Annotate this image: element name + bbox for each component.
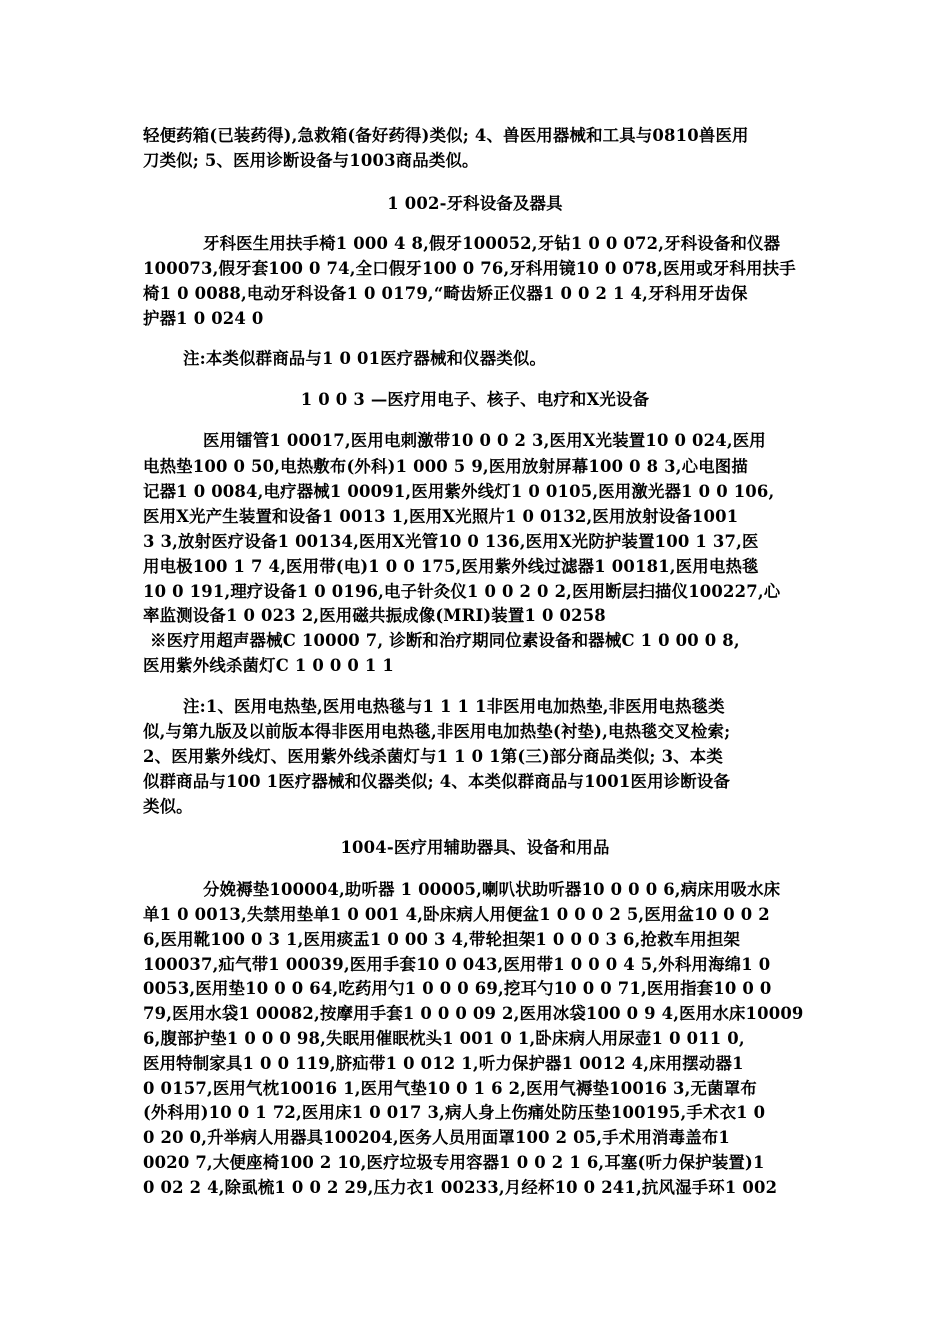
text-line: 类似。 [143,797,193,816]
text-line: 轻便药箱(已装药得),急救箱(备好药得)类似; 4、兽医用器械和工具与0810兽医用 [143,126,749,145]
text-line: 医用特制家具1 0 0 119,脐疝带1 0 012 1,听力保护器1 0012 4,床用摆动器1 [143,1054,744,1073]
text-line: (外科用)10 0 1 72,医用床1 0 017 3,病人身上伤痛处防压垫100195,手术衣1 0 [143,1103,766,1122]
note-line: 注:本类似群商品与1 0 01医疗器械和仪器类似。 [183,349,547,368]
text-line: 0 0157,医用气枕10016 1,医用气垫10 0 1 6 2,医用气褥垫10016 3,无菌罩布 [143,1079,757,1098]
text-line: 79,医用水袋1 00082,按摩用手套1 0 0 0 09 2,医用冰袋100 0 9 4,医用水床10009 [143,1004,804,1023]
text-line: 似,与第九版及以前版本得非医用电热毯,非医用电加热垫(衬垫),电热毯交叉检索; [143,722,731,741]
section-heading-1004: 1004-医疗用辅助器具、设备和用品 [340,838,610,857]
text-line: 0 02 2 4,除虱梳1 0 0 2 29,压力衣1 00233,月经杯10 0 241,抗风湿手环1 002 [143,1178,778,1197]
text-line: 牙科医生用扶手椅1 000 4 8,假牙100052,牙钻1 0 0 072,牙科设备和仪器 [203,234,781,253]
text-line: 护器1 0 024 0 [143,309,264,328]
text-line: 2、医用紫外线灯、医用紫外线杀菌灯与1 1 0 1第(三)部分商品类似; 3、本类 [143,747,723,766]
text-line: 分娩褥垫100004,助听器 1 00005,喇叭状助听器10 0 0 0 6,病床用吸水床 [203,880,781,899]
text-line: 0053,医用垫10 0 0 64,吃药用勺1 0 0 0 69,挖耳勺10 0 0 71,医用指套10 0 0 [143,979,772,998]
section-heading-1002: 1 002-牙科设备及器具 [387,194,563,213]
text-line: 100073,假牙套100 0 74,全口假牙100 0 76,牙科用镜10 0 078,医用或牙科用扶手 [143,259,796,278]
text-line: ※医疗用超声器械C 10000 7, 诊断和治疗期同位素设备和器械C 1 0 00 0 8, [150,631,740,650]
text-line: 电热垫100 0 50,电热敷布(外科)1 000 5 9,医用放射屏幕100 0 8 3,心电图描 [143,457,748,476]
text-line: 医用X光产生装置和设备1 0013 1,医用X光照片1 0 0132,医用放射设备1001 [143,507,739,526]
text-line: 3 3,放射医疗设备1 00134,医用X光管10 0 136,医用X光防护装置100 1 37,医 [143,532,759,551]
note-line: 注:1、医用电热垫,医用电热毯与1 1 1 1非医用电加热垫,非医用电热毯类 [183,697,725,716]
text-line: 6,医用靴100 0 3 1,医用痰盂1 0 00 3 4,带轮担架1 0 0 0 3 6,抢救车用担架 [143,930,741,949]
text-line: 似群商品与100 1医疗器械和仪器类似; 4、本类似群商品与1001医用诊断设备 [143,772,731,791]
text-line: 医用紫外线杀菌灯C 1 0 0 0 1 1 [143,656,395,675]
text-line: 刀类似; 5、医用诊断设备与1003商品类似。 [143,151,479,170]
text-line: 用电极100 1 7 4,医用带(电)1 0 0 175,医用紫外线过滤器1 00181,医用电热毯 [143,557,759,576]
text-line: 单1 0 0013,失禁用垫单1 0 001 4,卧床病人用便盆1 0 0 0 2 5,医用盆10 0 0 2 [143,905,770,924]
text-line: 率监测设备1 0 023 2,医用磁共振成像(MRⅠ)装置1 0 0258 [143,606,606,625]
section-heading-1003: 1 0 0 3 —医疗用电子、核子、电疗和X光设备 [300,390,650,409]
text-line: 6,腹部护垫1 0 0 0 98,失眠用催眠枕头1 001 0 1,卧床病人用尿壶1 0 011 0, [143,1029,745,1048]
text-line: 椅1 0 0088,电动牙科设备1 0 0179,“畸齿矫正仪器1 0 0 2 1 4,牙科用牙齿保 [143,284,748,303]
text-line: 医用镭管1 00017,医用电刺激带10 0 0 2 3,医用X光装置10 0 024,医用 [203,431,766,450]
text-line: 100037,疝气带1 00039,医用手套10 0 043,医用带1 0 0 0 4 5,外科用海绵1 0 [143,955,771,974]
text-line: 记器1 0 0084,电疗器械1 00091,医用紫外线灯1 0 0105,医用激光器1 0 0 106, [143,482,775,501]
text-line: 0 20 0,升举病人用器具100204,医务人员用面罩100 2 05,手术用消毒盖布1 [143,1128,731,1147]
text-line: 10 0 191,理疗设备1 0 0196,电子针灸仪1 0 0 2 0 2,医用断层扫描仪100227,心 [143,582,781,601]
text-line: 0020 7,大便座椅100 2 10,医疗垃圾专用容器1 0 0 2 1 6,耳塞(听力保护装置)1 [143,1153,765,1172]
